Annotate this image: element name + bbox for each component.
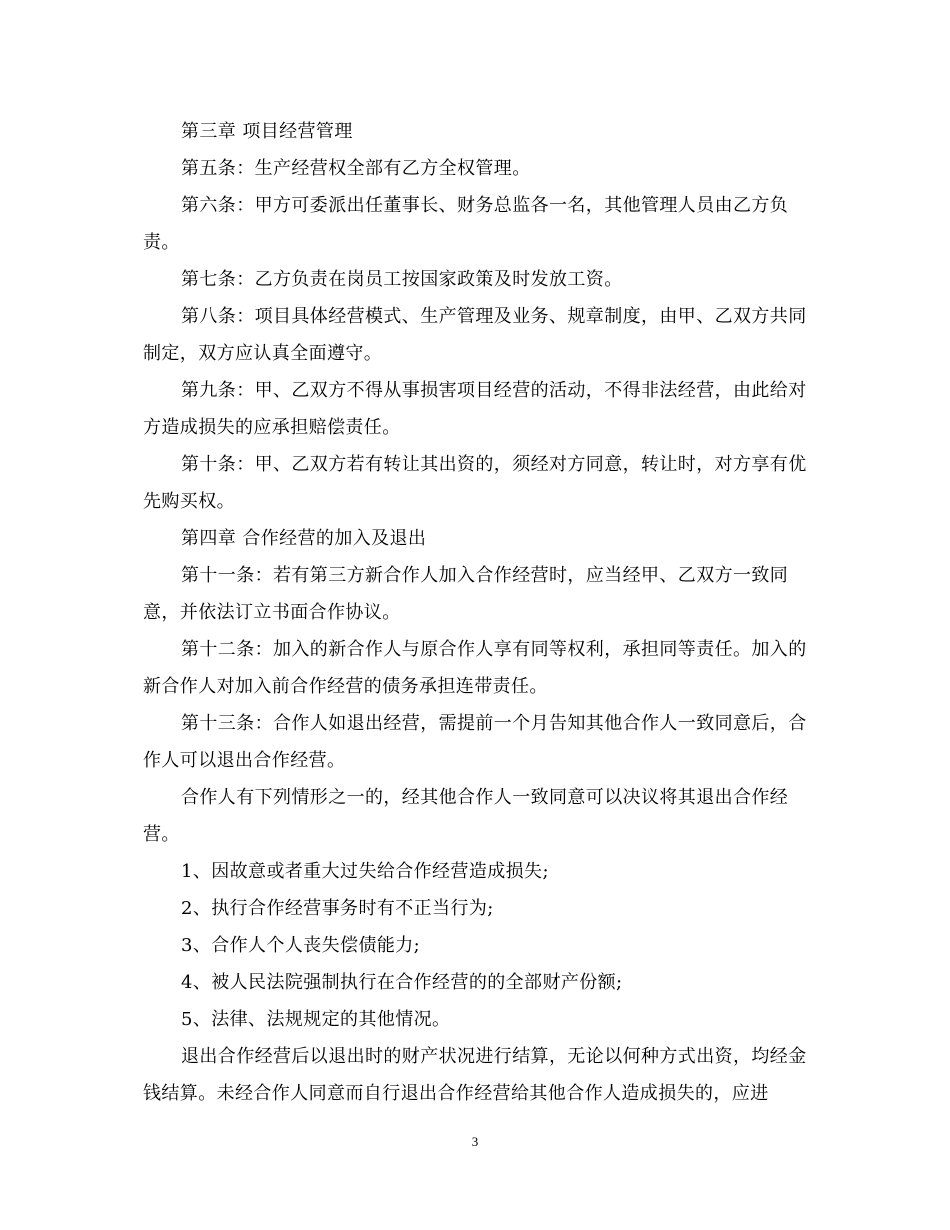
list-item: 2、执行合作经营事务时有不正当行为;	[181, 898, 494, 919]
article-13: 第十三条：合作人如退出经营，需提前一个月告知其他合作人一致同意后，合作人可以退出合作经营。	[143, 713, 807, 771]
article-8: 第八条：项目具体经营模式、生产管理及业务、规章制度，由甲、乙双方共同制定，双方应认真全面遵守。	[143, 306, 807, 364]
article-6: 第六条：甲方可委派出任董事长、财务总监各一名，其他管理人员由乙方负责。	[143, 195, 789, 253]
list-item: 1、因故意或者重大过失给合作经营造成损失;	[181, 861, 549, 882]
chapter-heading-4: 第四章 合作经营的加入及退出	[181, 528, 427, 549]
article-10: 第十条：甲、乙双方若有转让其出资的，须经对方同意，转让时，对方享有优先购买权。	[143, 454, 807, 512]
article-7: 第七条：乙方负责在岗员工按国家政策及时发放工资。	[181, 269, 623, 290]
list-item: 4、被人民法院强制执行在合作经营的的全部财产份额;	[181, 972, 623, 993]
article-5: 第五条：生产经营权全部有乙方全权管理。	[181, 158, 531, 179]
article-9: 第九条：甲、乙双方不得从事损害项目经营的活动，不得非法经营，由此给对方造成损失的应承担赔偿责任。	[143, 380, 807, 438]
chapter-heading-3: 第三章 项目经营管理	[181, 121, 353, 142]
page-number: 3	[471, 1134, 479, 1149]
settlement-paragraph: 退出合作经营后以退出时的财产状况进行结算，无论以何种方式出资，均经金钱结算。未经合作人同意而自行退出合作经营给其他合作人造成损失的，应进	[143, 1046, 807, 1104]
withdrawal-conditions-intro: 合作人有下列情形之一的，经其他合作人一致同意可以决议将其退出合作经营。	[143, 787, 789, 845]
article-12: 第十二条：加入的新合作人与原合作人享有同等权利，承担同等责任。加入的新合作人对加入前合作经营的债务承担连带责任。	[143, 639, 807, 697]
list-item: 5、法律、法规规定的其他情况。	[181, 1009, 451, 1030]
list-item: 3、合作人个人丧失偿债能力;	[181, 935, 421, 956]
article-11: 第十一条：若有第三方新合作人加入合作经营时，应当经甲、乙双方一致同意，并依法订立书面合作协议。	[143, 565, 789, 623]
document-body	[143, 113, 807, 1112]
